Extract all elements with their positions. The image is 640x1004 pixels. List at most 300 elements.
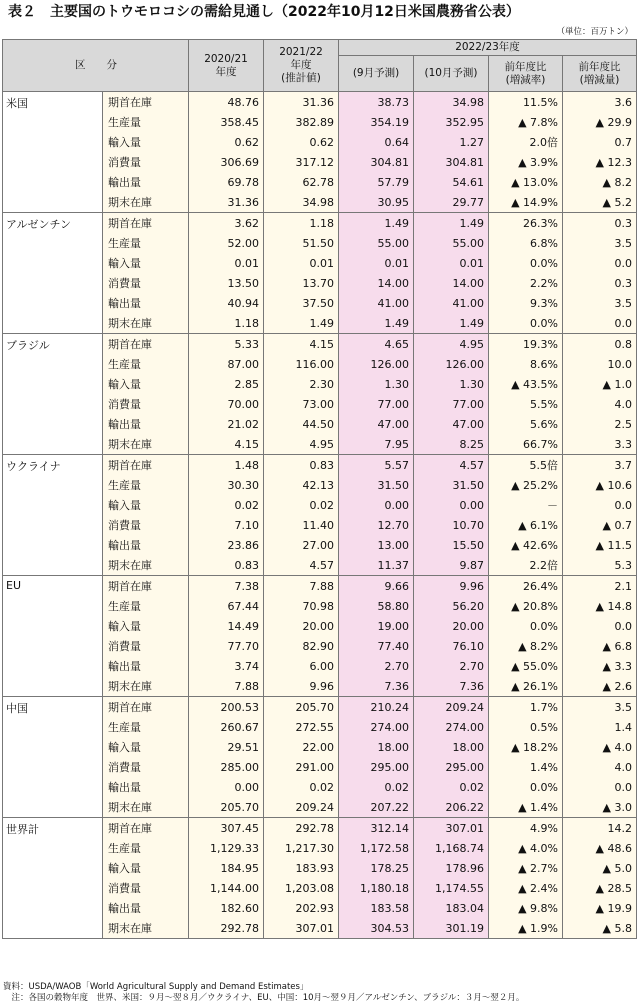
value-2020-cell: 77.70 bbox=[189, 636, 264, 656]
header-yoy-rate: 前年度比 (増減率) bbox=[489, 56, 563, 92]
value-2021-cell: 4.15 bbox=[264, 334, 339, 355]
value-2021-cell: 42.13 bbox=[264, 475, 339, 495]
value-sep-forecast-cell: 31.50 bbox=[339, 475, 414, 495]
value-oct-forecast-cell: 47.00 bbox=[414, 414, 489, 434]
value-oct-forecast-cell: 301.19 bbox=[414, 918, 489, 939]
item-cell: 輸入量 bbox=[103, 374, 189, 394]
value-2021-cell: 0.02 bbox=[264, 777, 339, 797]
value-2021-cell: 0.01 bbox=[264, 253, 339, 273]
country-cell: ブラジル bbox=[3, 334, 103, 455]
yoy-amount-cell: 4.0 bbox=[563, 394, 637, 414]
value-2021-cell: 27.00 bbox=[264, 535, 339, 555]
value-sep-forecast-cell: 41.00 bbox=[339, 293, 414, 313]
value-oct-forecast-cell: 76.10 bbox=[414, 636, 489, 656]
country-cell: 世界計 bbox=[3, 818, 103, 939]
value-sep-forecast-cell: 312.14 bbox=[339, 818, 414, 839]
item-cell: 生産量 bbox=[103, 596, 189, 616]
value-2020-cell: 69.78 bbox=[189, 172, 264, 192]
table-row bbox=[3, 576, 637, 597]
yoy-amount-cell: ▲ 5.2 bbox=[563, 192, 637, 213]
value-2020-cell: 200.53 bbox=[189, 697, 264, 718]
value-oct-forecast-cell: 1,174.55 bbox=[414, 878, 489, 898]
value-2020-cell: 14.49 bbox=[189, 616, 264, 636]
value-2020-cell: 0.02 bbox=[189, 495, 264, 515]
yoy-rate-cell: 8.6% bbox=[489, 354, 563, 374]
item-cell: 消費量 bbox=[103, 394, 189, 414]
value-sep-forecast-cell: 354.19 bbox=[339, 112, 414, 132]
item-cell: 期首在庫 bbox=[103, 92, 189, 113]
header-sep-forecast: (9月予測) bbox=[339, 56, 414, 92]
value-2021-cell: 20.00 bbox=[264, 616, 339, 636]
value-sep-forecast-cell: 1,172.58 bbox=[339, 838, 414, 858]
value-2021-cell: 209.24 bbox=[264, 797, 339, 818]
yoy-rate-cell: ▲ 1.4% bbox=[489, 797, 563, 818]
value-sep-forecast-cell: 30.95 bbox=[339, 192, 414, 213]
yoy-amount-cell: ▲ 48.6 bbox=[563, 838, 637, 858]
yoy-rate-cell: 5.6% bbox=[489, 414, 563, 434]
yoy-rate-cell: ▲ 55.0% bbox=[489, 656, 563, 676]
value-oct-forecast-cell: 295.00 bbox=[414, 757, 489, 777]
yoy-rate-cell: ▲ 43.5% bbox=[489, 374, 563, 394]
value-2020-cell: 2.85 bbox=[189, 374, 264, 394]
yoy-amount-cell: ▲ 12.3 bbox=[563, 152, 637, 172]
value-2020-cell: 306.69 bbox=[189, 152, 264, 172]
yoy-rate-cell: 11.5% bbox=[489, 92, 563, 113]
value-2020-cell: 307.45 bbox=[189, 818, 264, 839]
value-2020-cell: 13.50 bbox=[189, 273, 264, 293]
value-2021-cell: 317.12 bbox=[264, 152, 339, 172]
value-oct-forecast-cell: 54.61 bbox=[414, 172, 489, 192]
yoy-rate-cell: ▲ 6.1% bbox=[489, 515, 563, 535]
value-2020-cell: 48.76 bbox=[189, 92, 264, 113]
item-cell: 消費量 bbox=[103, 636, 189, 656]
value-2021-cell: 51.50 bbox=[264, 233, 339, 253]
supply-demand-table bbox=[2, 39, 637, 939]
value-2021-cell: 205.70 bbox=[264, 697, 339, 718]
yoy-rate-cell: 26.3% bbox=[489, 213, 563, 234]
header-yoy-amount: 前年度比 (増減量) bbox=[563, 56, 637, 92]
yoy-amount-cell: ▲ 8.2 bbox=[563, 172, 637, 192]
value-sep-forecast-cell: 11.37 bbox=[339, 555, 414, 576]
value-2021-cell: 291.00 bbox=[264, 757, 339, 777]
value-sep-forecast-cell: 295.00 bbox=[339, 757, 414, 777]
footnote-source: 資料：USDA/WAOB「World Agricultural Supply and Demand Estimates」 bbox=[3, 982, 309, 992]
value-oct-forecast-cell: 1.49 bbox=[414, 213, 489, 234]
value-oct-forecast-cell: 10.70 bbox=[414, 515, 489, 535]
value-2021-cell: 0.62 bbox=[264, 132, 339, 152]
value-sep-forecast-cell: 13.00 bbox=[339, 535, 414, 555]
item-cell: 生産量 bbox=[103, 717, 189, 737]
value-2020-cell: 182.60 bbox=[189, 898, 264, 918]
value-2021-cell: 1.49 bbox=[264, 313, 339, 334]
yoy-amount-cell: ▲ 11.5 bbox=[563, 535, 637, 555]
value-2020-cell: 40.94 bbox=[189, 293, 264, 313]
table-body bbox=[3, 92, 637, 939]
value-oct-forecast-cell: 0.00 bbox=[414, 495, 489, 515]
yoy-amount-cell: 3.6 bbox=[563, 92, 637, 113]
value-oct-forecast-cell: 55.00 bbox=[414, 233, 489, 253]
header-2020-21: 2020/21 年度 bbox=[189, 40, 264, 92]
value-2020-cell: 3.62 bbox=[189, 213, 264, 234]
value-sep-forecast-cell: 12.70 bbox=[339, 515, 414, 535]
item-cell: 輸入量 bbox=[103, 737, 189, 757]
value-oct-forecast-cell: 31.50 bbox=[414, 475, 489, 495]
value-oct-forecast-cell: 18.00 bbox=[414, 737, 489, 757]
item-cell: 輸出量 bbox=[103, 777, 189, 797]
value-oct-forecast-cell: 4.57 bbox=[414, 455, 489, 476]
item-cell: 輸出量 bbox=[103, 172, 189, 192]
value-2020-cell: 70.00 bbox=[189, 394, 264, 414]
yoy-rate-cell: ▲ 26.1% bbox=[489, 676, 563, 697]
item-cell: 生産量 bbox=[103, 838, 189, 858]
yoy-rate-cell: ▲ 13.0% bbox=[489, 172, 563, 192]
item-cell: 期末在庫 bbox=[103, 918, 189, 939]
value-2021-cell: 4.95 bbox=[264, 434, 339, 455]
value-2021-cell: 44.50 bbox=[264, 414, 339, 434]
value-2020-cell: 0.01 bbox=[189, 253, 264, 273]
yoy-rate-cell: ▲ 7.8% bbox=[489, 112, 563, 132]
value-oct-forecast-cell: 0.02 bbox=[414, 777, 489, 797]
yoy-amount-cell: 4.0 bbox=[563, 757, 637, 777]
item-cell: 輸出量 bbox=[103, 535, 189, 555]
value-oct-forecast-cell: 29.77 bbox=[414, 192, 489, 213]
value-2020-cell: 67.44 bbox=[189, 596, 264, 616]
value-oct-forecast-cell: 34.98 bbox=[414, 92, 489, 113]
item-cell: 消費量 bbox=[103, 878, 189, 898]
item-cell: 生産量 bbox=[103, 475, 189, 495]
header-2021-22: 2021/22 年度 (推計値) bbox=[264, 40, 339, 92]
value-2020-cell: 23.86 bbox=[189, 535, 264, 555]
value-sep-forecast-cell: 2.70 bbox=[339, 656, 414, 676]
value-oct-forecast-cell: 4.95 bbox=[414, 334, 489, 355]
item-cell: 生産量 bbox=[103, 233, 189, 253]
value-oct-forecast-cell: 1.27 bbox=[414, 132, 489, 152]
yoy-amount-cell: 0.0 bbox=[563, 313, 637, 334]
yoy-amount-cell: 0.3 bbox=[563, 273, 637, 293]
value-2021-cell: 9.96 bbox=[264, 676, 339, 697]
item-cell: 輸入量 bbox=[103, 253, 189, 273]
value-2021-cell: 82.90 bbox=[264, 636, 339, 656]
yoy-rate-cell: 0.5% bbox=[489, 717, 563, 737]
value-2021-cell: 22.00 bbox=[264, 737, 339, 757]
yoy-amount-cell: 0.3 bbox=[563, 213, 637, 234]
yoy-amount-cell: ▲ 0.7 bbox=[563, 515, 637, 535]
value-2021-cell: 31.36 bbox=[264, 92, 339, 113]
item-cell: 輸出量 bbox=[103, 656, 189, 676]
yoy-amount-cell: 2.5 bbox=[563, 414, 637, 434]
value-sep-forecast-cell: 304.81 bbox=[339, 152, 414, 172]
value-sep-forecast-cell: 55.00 bbox=[339, 233, 414, 253]
yoy-rate-cell: ▲ 1.9% bbox=[489, 918, 563, 939]
item-cell: 消費量 bbox=[103, 273, 189, 293]
yoy-rate-cell: 9.3% bbox=[489, 293, 563, 313]
header-row-1 bbox=[3, 40, 637, 56]
value-2021-cell: 37.50 bbox=[264, 293, 339, 313]
value-oct-forecast-cell: 206.22 bbox=[414, 797, 489, 818]
item-cell: 期首在庫 bbox=[103, 576, 189, 597]
value-2020-cell: 1,129.33 bbox=[189, 838, 264, 858]
item-cell: 期首在庫 bbox=[103, 818, 189, 839]
item-cell: 期末在庫 bbox=[103, 192, 189, 213]
value-2021-cell: 116.00 bbox=[264, 354, 339, 374]
value-2020-cell: 0.00 bbox=[189, 777, 264, 797]
yoy-rate-cell: ▲ 18.2% bbox=[489, 737, 563, 757]
yoy-rate-cell: 2.2% bbox=[489, 273, 563, 293]
header-oct-forecast: (10月予測) bbox=[414, 56, 489, 92]
item-cell: 期末在庫 bbox=[103, 313, 189, 334]
value-sep-forecast-cell: 304.53 bbox=[339, 918, 414, 939]
yoy-rate-cell: ▲ 25.2% bbox=[489, 475, 563, 495]
yoy-rate-cell: 0.0% bbox=[489, 313, 563, 334]
yoy-rate-cell: 2.2倍 bbox=[489, 555, 563, 576]
yoy-rate-cell: 0.0% bbox=[489, 616, 563, 636]
value-sep-forecast-cell: 1.49 bbox=[339, 313, 414, 334]
yoy-rate-cell: ▲ 4.0% bbox=[489, 838, 563, 858]
value-oct-forecast-cell: 1,168.74 bbox=[414, 838, 489, 858]
value-2021-cell: 34.98 bbox=[264, 192, 339, 213]
yoy-amount-cell: 3.5 bbox=[563, 293, 637, 313]
item-cell: 期末在庫 bbox=[103, 676, 189, 697]
country-cell: アルゼンチン bbox=[3, 213, 103, 334]
value-oct-forecast-cell: 178.96 bbox=[414, 858, 489, 878]
value-sep-forecast-cell: 178.25 bbox=[339, 858, 414, 878]
yoy-amount-cell: ▲ 19.9 bbox=[563, 898, 637, 918]
value-2020-cell: 7.10 bbox=[189, 515, 264, 535]
value-sep-forecast-cell: 47.00 bbox=[339, 414, 414, 434]
value-sep-forecast-cell: 0.64 bbox=[339, 132, 414, 152]
yoy-amount-cell: 0.7 bbox=[563, 132, 637, 152]
yoy-rate-cell: 2.0倍 bbox=[489, 132, 563, 152]
item-cell: 輸入量 bbox=[103, 616, 189, 636]
value-2020-cell: 0.62 bbox=[189, 132, 264, 152]
value-oct-forecast-cell: 7.36 bbox=[414, 676, 489, 697]
value-2020-cell: 205.70 bbox=[189, 797, 264, 818]
item-cell: 輸出量 bbox=[103, 898, 189, 918]
yoy-amount-cell: ▲ 6.8 bbox=[563, 636, 637, 656]
yoy-amount-cell: ▲ 2.6 bbox=[563, 676, 637, 697]
yoy-rate-cell: 1.4% bbox=[489, 757, 563, 777]
item-cell: 生産量 bbox=[103, 354, 189, 374]
yoy-amount-cell: 10.0 bbox=[563, 354, 637, 374]
item-cell: 期首在庫 bbox=[103, 455, 189, 476]
value-sep-forecast-cell: 38.73 bbox=[339, 92, 414, 113]
value-2021-cell: 7.88 bbox=[264, 576, 339, 597]
yoy-amount-cell: ▲ 10.6 bbox=[563, 475, 637, 495]
yoy-rate-cell: 0.0% bbox=[489, 777, 563, 797]
yoy-amount-cell: 2.1 bbox=[563, 576, 637, 597]
yoy-amount-cell: ▲ 5.0 bbox=[563, 858, 637, 878]
value-2020-cell: 184.95 bbox=[189, 858, 264, 878]
value-oct-forecast-cell: 126.00 bbox=[414, 354, 489, 374]
yoy-rate-cell: ▲ 9.8% bbox=[489, 898, 563, 918]
value-2020-cell: 0.83 bbox=[189, 555, 264, 576]
yoy-amount-cell: 3.5 bbox=[563, 233, 637, 253]
value-2020-cell: 4.15 bbox=[189, 434, 264, 455]
value-2021-cell: 11.40 bbox=[264, 515, 339, 535]
yoy-rate-cell: 5.5倍 bbox=[489, 455, 563, 476]
value-sep-forecast-cell: 126.00 bbox=[339, 354, 414, 374]
yoy-rate-cell: 4.9% bbox=[489, 818, 563, 839]
value-oct-forecast-cell: 274.00 bbox=[414, 717, 489, 737]
value-oct-forecast-cell: 56.20 bbox=[414, 596, 489, 616]
value-sep-forecast-cell: 1.49 bbox=[339, 213, 414, 234]
value-2021-cell: 292.78 bbox=[264, 818, 339, 839]
value-2020-cell: 292.78 bbox=[189, 918, 264, 939]
value-2021-cell: 73.00 bbox=[264, 394, 339, 414]
yoy-amount-cell: ▲ 5.8 bbox=[563, 918, 637, 939]
value-sep-forecast-cell: 7.36 bbox=[339, 676, 414, 697]
value-sep-forecast-cell: 5.57 bbox=[339, 455, 414, 476]
value-2020-cell: 1.48 bbox=[189, 455, 264, 476]
yoy-amount-cell: 0.0 bbox=[563, 253, 637, 273]
value-2021-cell: 1.18 bbox=[264, 213, 339, 234]
value-sep-forecast-cell: 19.00 bbox=[339, 616, 414, 636]
yoy-amount-cell: 3.3 bbox=[563, 434, 637, 455]
yoy-amount-cell: 0.0 bbox=[563, 495, 637, 515]
yoy-rate-cell: ▲ 8.2% bbox=[489, 636, 563, 656]
value-oct-forecast-cell: 20.00 bbox=[414, 616, 489, 636]
value-oct-forecast-cell: 352.95 bbox=[414, 112, 489, 132]
item-cell: 輸入量 bbox=[103, 858, 189, 878]
value-2020-cell: 1.18 bbox=[189, 313, 264, 334]
value-oct-forecast-cell: 15.50 bbox=[414, 535, 489, 555]
yoy-rate-cell: 6.8% bbox=[489, 233, 563, 253]
table-row bbox=[3, 818, 637, 839]
value-sep-forecast-cell: 0.00 bbox=[339, 495, 414, 515]
value-2021-cell: 0.02 bbox=[264, 495, 339, 515]
yoy-rate-cell: ▲ 20.8% bbox=[489, 596, 563, 616]
value-2021-cell: 272.55 bbox=[264, 717, 339, 737]
yoy-amount-cell: ▲ 29.9 bbox=[563, 112, 637, 132]
value-2021-cell: 62.78 bbox=[264, 172, 339, 192]
value-sep-forecast-cell: 58.80 bbox=[339, 596, 414, 616]
yoy-amount-cell: 0.0 bbox=[563, 777, 637, 797]
yoy-amount-cell: ▲ 3.0 bbox=[563, 797, 637, 818]
value-2021-cell: 70.98 bbox=[264, 596, 339, 616]
value-oct-forecast-cell: 209.24 bbox=[414, 697, 489, 718]
yoy-amount-cell: ▲ 1.0 bbox=[563, 374, 637, 394]
value-sep-forecast-cell: 207.22 bbox=[339, 797, 414, 818]
table-row bbox=[3, 455, 637, 476]
yoy-rate-cell: 0.0% bbox=[489, 253, 563, 273]
value-oct-forecast-cell: 8.25 bbox=[414, 434, 489, 455]
value-2020-cell: 5.33 bbox=[189, 334, 264, 355]
unit-note: （単位：百万トン） bbox=[556, 27, 633, 37]
table-row bbox=[3, 213, 637, 234]
value-oct-forecast-cell: 41.00 bbox=[414, 293, 489, 313]
value-2021-cell: 1,203.08 bbox=[264, 878, 339, 898]
country-cell: 米国 bbox=[3, 92, 103, 213]
value-oct-forecast-cell: 2.70 bbox=[414, 656, 489, 676]
value-2020-cell: 29.51 bbox=[189, 737, 264, 757]
value-sep-forecast-cell: 77.00 bbox=[339, 394, 414, 414]
item-cell: 期首在庫 bbox=[103, 334, 189, 355]
yoy-amount-cell: ▲ 4.0 bbox=[563, 737, 637, 757]
value-sep-forecast-cell: 274.00 bbox=[339, 717, 414, 737]
value-2021-cell: 202.93 bbox=[264, 898, 339, 918]
value-sep-forecast-cell: 57.79 bbox=[339, 172, 414, 192]
item-cell: 輸出量 bbox=[103, 414, 189, 434]
value-oct-forecast-cell: 307.01 bbox=[414, 818, 489, 839]
header-kubun: 区 分 bbox=[3, 40, 189, 92]
value-sep-forecast-cell: 14.00 bbox=[339, 273, 414, 293]
value-2020-cell: 1,144.00 bbox=[189, 878, 264, 898]
item-cell: 期末在庫 bbox=[103, 434, 189, 455]
item-cell: 消費量 bbox=[103, 515, 189, 535]
value-sep-forecast-cell: 1,180.18 bbox=[339, 878, 414, 898]
value-sep-forecast-cell: 4.65 bbox=[339, 334, 414, 355]
yoy-rate-cell: ▲ 14.9% bbox=[489, 192, 563, 213]
yoy-amount-cell: 0.8 bbox=[563, 334, 637, 355]
value-2021-cell: 382.89 bbox=[264, 112, 339, 132]
item-cell: 消費量 bbox=[103, 757, 189, 777]
yoy-amount-cell: ▲ 28.5 bbox=[563, 878, 637, 898]
value-sep-forecast-cell: 18.00 bbox=[339, 737, 414, 757]
value-sep-forecast-cell: 210.24 bbox=[339, 697, 414, 718]
item-cell: 消費量 bbox=[103, 152, 189, 172]
yoy-rate-cell: 26.4% bbox=[489, 576, 563, 597]
value-2021-cell: 1,217.30 bbox=[264, 838, 339, 858]
value-sep-forecast-cell: 1.30 bbox=[339, 374, 414, 394]
item-cell: 生産量 bbox=[103, 112, 189, 132]
value-2020-cell: 21.02 bbox=[189, 414, 264, 434]
value-oct-forecast-cell: 183.04 bbox=[414, 898, 489, 918]
value-sep-forecast-cell: 9.66 bbox=[339, 576, 414, 597]
item-cell: 期末在庫 bbox=[103, 797, 189, 818]
item-cell: 輸入量 bbox=[103, 132, 189, 152]
yoy-rate-cell: ▲ 3.9% bbox=[489, 152, 563, 172]
yoy-rate-cell: 19.3% bbox=[489, 334, 563, 355]
item-cell: 期首在庫 bbox=[103, 213, 189, 234]
yoy-rate-cell: 5.5% bbox=[489, 394, 563, 414]
yoy-rate-cell: ▲ 2.7% bbox=[489, 858, 563, 878]
value-oct-forecast-cell: 0.01 bbox=[414, 253, 489, 273]
value-2020-cell: 7.38 bbox=[189, 576, 264, 597]
value-2021-cell: 4.57 bbox=[264, 555, 339, 576]
value-2020-cell: 7.88 bbox=[189, 676, 264, 697]
value-2021-cell: 0.83 bbox=[264, 455, 339, 476]
value-2020-cell: 87.00 bbox=[189, 354, 264, 374]
yoy-rate-cell: ▲ 42.6% bbox=[489, 535, 563, 555]
table-title: 表２ 主要国のトウモロコシの需給見通し（2022年10月12日米国農務省公表） bbox=[8, 4, 520, 20]
value-sep-forecast-cell: 7.95 bbox=[339, 434, 414, 455]
item-cell: 期首在庫 bbox=[103, 697, 189, 718]
yoy-amount-cell: 3.5 bbox=[563, 697, 637, 718]
table-row bbox=[3, 334, 637, 355]
item-cell: 輸出量 bbox=[103, 293, 189, 313]
value-oct-forecast-cell: 9.96 bbox=[414, 576, 489, 597]
value-oct-forecast-cell: 77.00 bbox=[414, 394, 489, 414]
value-2020-cell: 52.00 bbox=[189, 233, 264, 253]
value-2020-cell: 285.00 bbox=[189, 757, 264, 777]
yoy-rate-cell: 66.7% bbox=[489, 434, 563, 455]
value-2021-cell: 6.00 bbox=[264, 656, 339, 676]
yoy-rate-cell: － bbox=[489, 495, 563, 515]
table-row bbox=[3, 92, 637, 113]
yoy-rate-cell: ▲ 2.4% bbox=[489, 878, 563, 898]
value-2021-cell: 183.93 bbox=[264, 858, 339, 878]
yoy-rate-cell: 1.7% bbox=[489, 697, 563, 718]
value-2020-cell: 31.36 bbox=[189, 192, 264, 213]
value-sep-forecast-cell: 0.01 bbox=[339, 253, 414, 273]
yoy-amount-cell: 3.7 bbox=[563, 455, 637, 476]
value-sep-forecast-cell: 0.02 bbox=[339, 777, 414, 797]
yoy-amount-cell: 0.0 bbox=[563, 616, 637, 636]
value-2020-cell: 358.45 bbox=[189, 112, 264, 132]
item-cell: 輸入量 bbox=[103, 495, 189, 515]
yoy-amount-cell: ▲ 3.3 bbox=[563, 656, 637, 676]
yoy-amount-cell: 5.3 bbox=[563, 555, 637, 576]
